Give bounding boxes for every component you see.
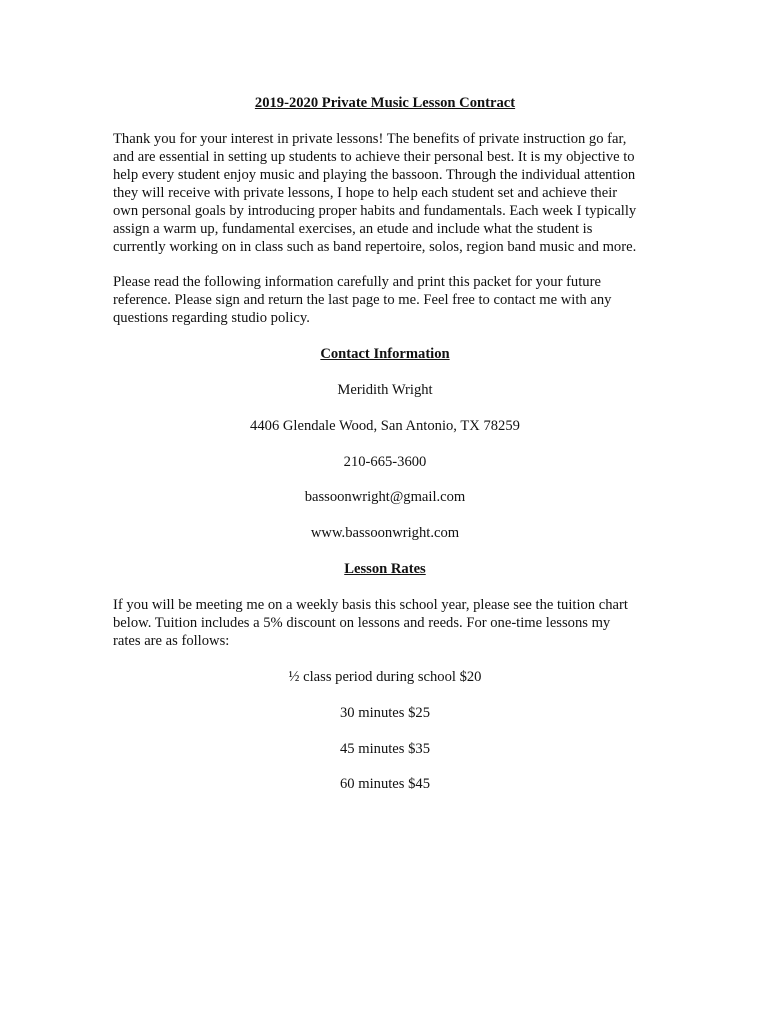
instructions-paragraph	[113, 273, 673, 327]
rate-item: 60 minutes $45	[340, 776, 430, 792]
intro-line: help every student enjoy music and playing the bassoon. Through the individual attention	[113, 167, 636, 183]
lesson-rates-heading: Lesson Rates	[344, 561, 426, 577]
instructions-line: reference. Please sign and return the last page to me. Feel free to contact me with any	[113, 292, 612, 308]
intro-line: currently working on in class such as band repertoire, solos, region band music and more.	[113, 239, 637, 255]
rate-item: ½ class period during school $20	[288, 669, 482, 685]
intro-line: and are essential in setting up students to achieve their personal best. It is my objective to	[113, 149, 635, 165]
instructions-line: questions regarding studio policy.	[113, 310, 310, 326]
document-title: 2019-2020 Private Music Lesson Contract	[254, 95, 516, 111]
intro-line: own personal goals by introducing proper habits and fundamentals. Each week I typically	[113, 203, 637, 219]
intro-line: they will receive with private lessons, I hope to help each student set and achieve their	[113, 185, 618, 201]
rates-description-line: below. Tuition includes a 5% discount on lessons and reeds. For one-time lessons my	[113, 615, 611, 631]
intro-paragraph	[113, 130, 673, 256]
contact-address: 4406 Glendale Wood, San Antonio, TX 78259	[250, 418, 520, 434]
rates-description-line: If you will be meeting me on a weekly basis this school year, please see the tuition chart	[113, 597, 628, 613]
rate-item: 30 minutes $25	[340, 705, 430, 721]
rates-description-line: rates are as follows:	[113, 633, 230, 649]
contact-heading: Contact Information	[320, 346, 450, 362]
instructions-line: Please read the following information carefully and print this packet for your future	[113, 274, 601, 290]
contact-phone: 210-665-3600	[343, 454, 427, 470]
rate-item: 45 minutes $35	[340, 741, 430, 757]
rates-description	[113, 596, 673, 650]
intro-line: assign a warm up, fundamental exercises, an etude and include what the student is	[113, 221, 593, 237]
intro-line: Thank you for your interest in private lessons! The benefits of private instruction go far,	[113, 131, 627, 147]
contact-name: Meridith Wright	[337, 382, 433, 398]
contact-website: www.bassoonwright.com	[310, 525, 460, 541]
contact-email: bassoonwright@gmail.com	[304, 489, 466, 505]
